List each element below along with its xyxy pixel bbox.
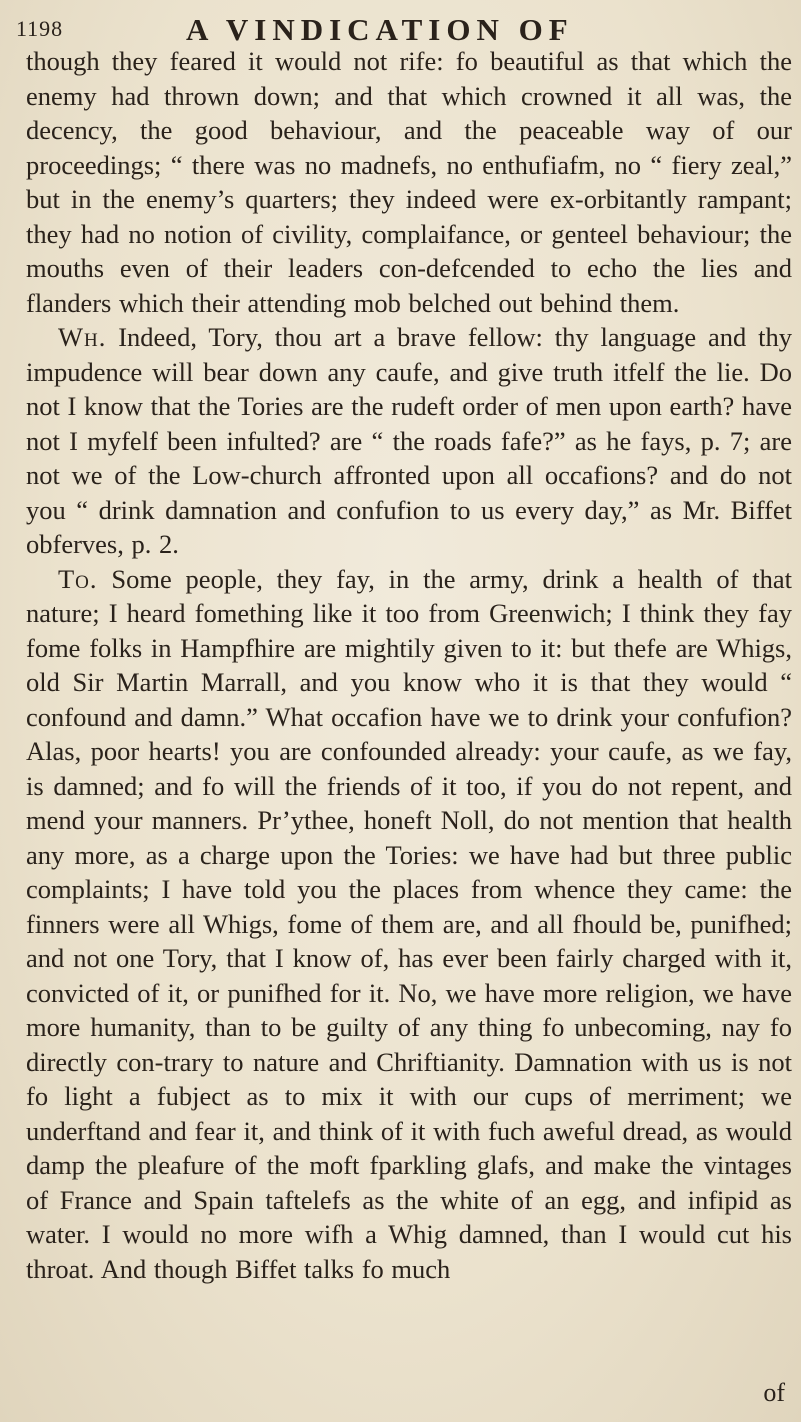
page-number: 1198 bbox=[16, 16, 64, 41]
catchword: of bbox=[763, 1378, 785, 1407]
paragraph-2 bbox=[26, 320, 792, 562]
paragraph-1 bbox=[26, 44, 792, 320]
body-text bbox=[26, 44, 792, 1286]
paragraph-text: Some people, they fay, in the army, drink a health of that nature; I heard fomething like it too from Greenwich; I think they fay fome folks in Hampfhire are mightily given to it: but thefe are Whigs, old Sir Martin Marrall, and you know who it is that they would “ confound and damn.” What occafion have we to drink your confufion? Alas, poor hearts! you are confounded already: your caufe, as we fay, is damned; and fo will the friends of it too, if you do not repent, and mend your manners. Pr’ythee, honeft Noll, do not mention that health any more, as a charge upon the Tories: we have had but three public complaints; I have told you the places from whence they came: the finners were all Whigs, fome of them are, and all fhould be, punifhed; and not one Tory, that I know of, has ever been fairly charged with it, convicted of it, or punifhed for it. No, we have more religion, we have more humanity, than to be guilty of any thing fo unbecoming, nay fo directly con-trary to nature and Chriftianity. Damnation with us is not fo light a fubject as to mix it with our cups of merriment; we underftand and fear it, and think of it with fuch aweful dread, as would damp the pleafure of the moft fparkling glafs, and make the vintages of France and Spain taftelefs as the white of an egg, and infipid as water. I would no more wifh a Whig damned, than I would cut his throat. And though Biffet talks fo much bbox=[26, 563, 793, 1284]
running-head: A VINDICATION OF bbox=[186, 12, 574, 47]
paragraph-text: Indeed, Tory, thou art a brave fellow: thy language and thy impudence will bear down any caufe, and give truth itfelf the lie. Do not I know that the Tories are the rudeft order of men upon earth? have not I myfelf been infulted? are “ the roads fafe?” as he fays, p. 7; are not we of the Low-church affronted upon all occafions? and do not you “ drink damnation and confufion to us every day,” as Mr. Biffet obferves, p. 2. bbox=[26, 322, 792, 559]
speaker-label: Wh. bbox=[58, 322, 107, 352]
paragraph-text: though they feared it would not rife: fo beautiful as that which the enemy had thrown down; and that which crowned it all was, the decency, the good behaviour, and the peaceable way of our proceedings; “ there was no madnefs, no enthufiafm, no “ fiery zeal,” but in the enemy’s quarters; they indeed were ex-orbitantly rampant; they had no notion of civility, complaifance, or genteel behaviour; the mouths even of their leaders con-defcended to echo the lies and flanders which their attending mob belched out behind them. bbox=[26, 46, 792, 318]
paragraph-3 bbox=[26, 562, 792, 1287]
speaker-label: To. bbox=[58, 563, 98, 594]
page-header bbox=[16, 10, 761, 46]
